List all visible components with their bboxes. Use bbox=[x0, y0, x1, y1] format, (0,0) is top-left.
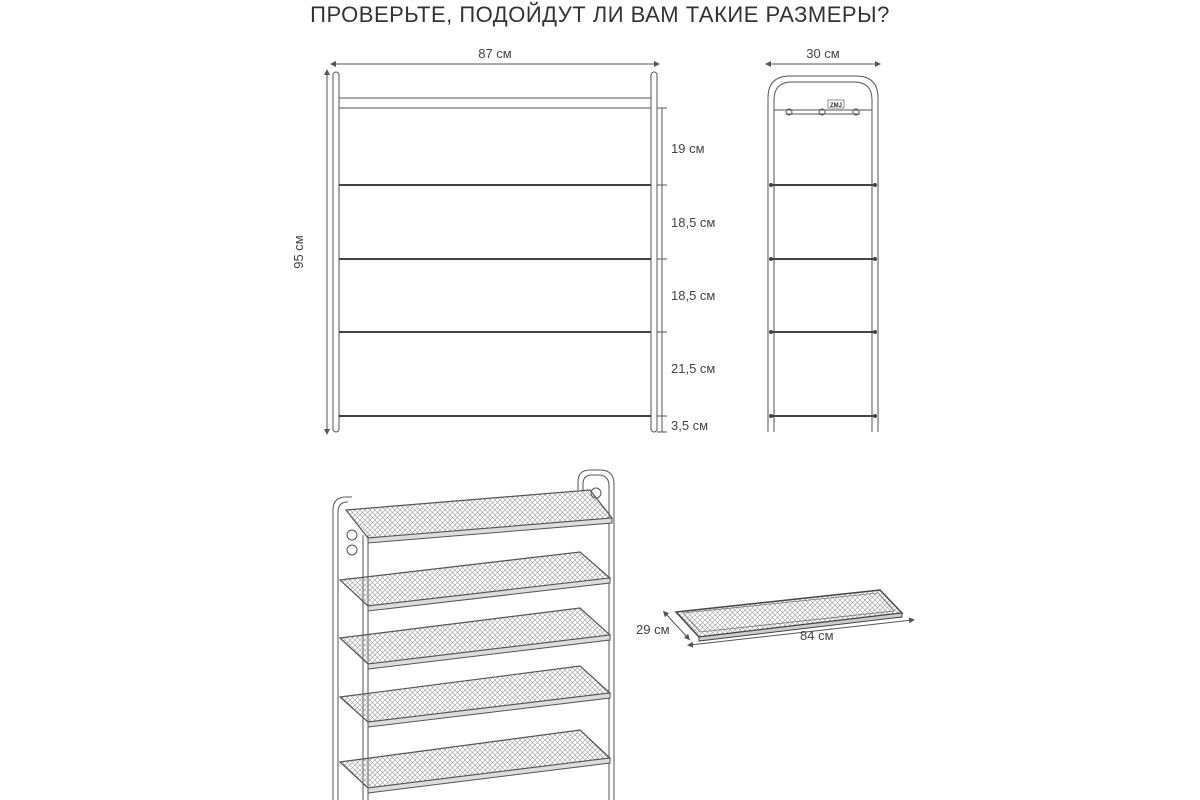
side-frame-inner bbox=[774, 82, 872, 432]
spacing-label-5: 3,5 см bbox=[671, 418, 709, 433]
persp-back-left-post bbox=[333, 497, 352, 800]
front-top-rail bbox=[339, 98, 651, 108]
spacing-label-1: 19 см bbox=[671, 141, 705, 156]
front-width-label: 87 см bbox=[478, 46, 512, 61]
spacing-label-4: 21,5 см bbox=[671, 361, 716, 376]
side-frame-outer bbox=[768, 76, 878, 432]
front-height-label: 95 см bbox=[291, 235, 306, 269]
spacing-label-2: 18,5 см bbox=[671, 215, 716, 230]
brand-logo-text: ZMJ bbox=[830, 103, 842, 109]
front-right-post bbox=[651, 72, 657, 432]
perspective-view bbox=[333, 470, 614, 800]
hook bbox=[347, 545, 357, 555]
shelf-detail bbox=[636, 590, 912, 645]
front-left-post bbox=[333, 72, 339, 432]
hook bbox=[347, 530, 357, 540]
page-title: ПРОВЕРЬТЕ, ПОДОЙДУТ ЛИ ВАМ ТАКИЕ РАЗМЕРЫ? bbox=[310, 2, 890, 27]
detail-depth-label: 29 см bbox=[636, 622, 670, 637]
front-view bbox=[291, 46, 715, 433]
spacing-label-3: 18,5 см bbox=[671, 288, 716, 303]
side-depth-label: 30 см bbox=[806, 46, 840, 61]
side-view bbox=[768, 46, 878, 432]
detail-length-label: 84 см bbox=[800, 628, 834, 643]
